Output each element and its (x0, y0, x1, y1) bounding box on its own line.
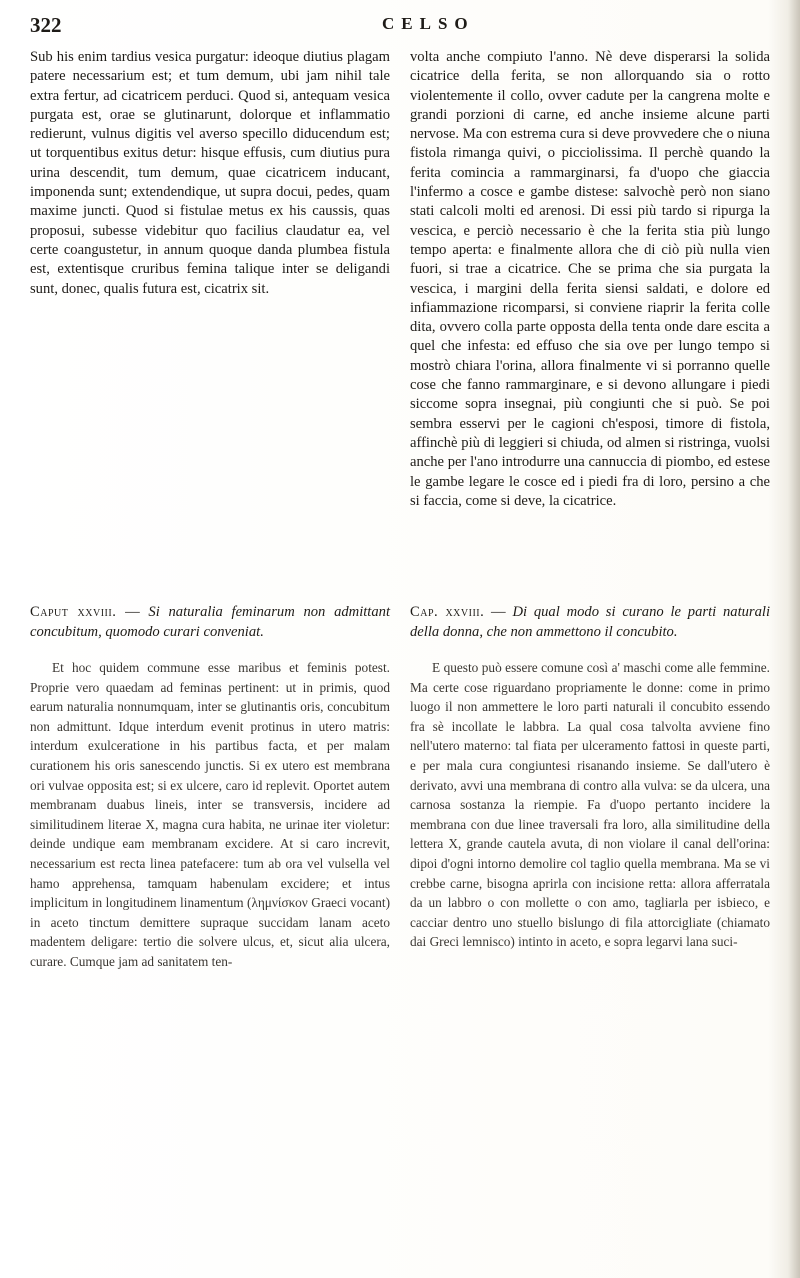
latin-column-bottom (30, 658, 390, 972)
italian-column-top (410, 48, 770, 511)
italian-chapter-number: Cap. xxviii. (410, 604, 485, 620)
latin-chapter-title: Si naturalia feminarum non admittant concubitum, quomodo curari conveniat. (30, 604, 391, 640)
latin-column-top (30, 48, 390, 299)
latin-paragraph-bottom: Et hoc quidem commune esse maribus et feminis potest. Proprie vero quaedam ad feminas pertinent: ut in primis, quod earum naturalia nonnumquam, inter se glutinantis oris, concubitum non admittunt. Idque interdum evenit protinus in utero matris: interdum exulceratione in his partibus facta, et per malam curationem his oris sanescendo junctis. Si ex utero est membrana ori vulvae opposita est; si ex ulcere, caro id replevit. Oportet autem membranam duabus lineis, inter se transversis, incidere ad similitudinem literae X, magna cura habita, ne urinae iter violetur: deinde undique eam membranam excidere. At si caro increvit, necessarium est recta linea patefacere: tum ab ora vel vulsella vel hamo apprehensa, tamquam habenulam excidere; et intus implicitum in longitudinem linamentum (λημνίσκον Graeci vocant) in aceto tinctum demittere supraque succidam lanam aceto madentem deligare: tertio die solvere ulcus, et, sicut alia ulcera, curare. Cumque jam ad sanitatem ten- (30, 660, 390, 969)
italian-column-bottom (410, 658, 770, 952)
page-header (30, 13, 770, 43)
latin-chapter-heading: Caput xxviii. — Si naturalia feminarum non admittant concubitum, quomodo curari conveniat. (30, 604, 391, 640)
italian-chapter-title: Di qual modo si curano le parti naturali della donna, che non ammettono il concubito. (410, 604, 771, 640)
page-spine-shadow (788, 0, 800, 1278)
italian-chapter-heading: Cap. xxviii. — Di qual modo si curano le parti naturali della donna, che non ammettono il concubito. (410, 604, 771, 640)
italian-paragraph-top: volta anche compiuto l'anno. Nè deve disperarsi la solida cicatrice della ferita, se non allorquando sia o rotto violentemente il collo, ovver cadute per la cangrena molte e grandi porzioni di carne, ed anche insieme alcune parti nervose. Ma con estrema cura si deve provvedere che o niuna fistola rimanga quivi, o picciolissima. Il perchè quando la ferita comincia a rammarginarsi, fa d'uopo che giaccia l'infermo a cosce e gambe distese: salvochè però non siano stati calcoli molti ed arenosi. Di essi più tardo si ripurga la vescica, e perciò necessario è che la ferita stia più lungo tempo aperta: e finalmente allora che di ciò più nulla vien fuori, si trae a cicatrice. Che se prima che sia purgata la vescica, i margini della ferita siensi saldati, e dolore ed infiammazione ricomparsi, si conviene riaprir la ferita colle dita, ovvero colla parte opposta della tenta onde dare escita a quel che infesta: ed effuso che sia ove per lungo tempo si mostrò chiara l'orina, allora finalmente vi si porranno quelle cose che fanno rammarginare, e si devono allungare i piedi siccome sopra insegnai, più congiunti che si può. Se poi sembra esservi per le cagioni ch'esposi, timore di fistola, affinchè più di leggieri si chiuda, od almen si ristringa, vuolsi anche per l'ano introdurre una cannuccia di piombo, ed estese le gambe legare le cosce ed i piedi fra di loro, persino a che si faccia, come si deve, la cicatrice. (410, 49, 770, 509)
italian-paragraph-bottom: E questo può essere comune così a' maschi come alle femmine. Ma certe cose riguardano propriamente le donne: come in primo luogo il non ammettere le loro parti naturali il concubito essendo fra sè incollate le labbra. La qual cosa talvolta avviene fino nell'utero materno: tal fiata per ulceramento fattosi in queste parti, e per mala cura congiuntesi risanando insieme. Se dall'utero è derivato, avvi una membrana di contro alla vulva: se da ulcera, una carnosa sostanza la riempie. Fa d'uopo pertanto incidere la membrana con due linee traversali fra loro, alla similitudine della lettera X, grande cautela avuta, di non violare il canal dell'orina: dipoi d'ogni intorno demolire col taglio quella membrana. Ma se vi crebbe carne, bisogna aprirla con incisione retta: allora afferratala da un labbro o con mollette o con amo, tagliarla per isbieco, e cacciar dentro uno stuello bislungo di fila attorcigliate (chiamato dai Greci lemnisco) intinto in aceto, e sopra legarvi lana suci- (410, 660, 770, 950)
page-number: 322 (30, 13, 62, 37)
running-head: CELSO (382, 14, 475, 33)
latin-chapter-number: Caput xxviii. (30, 604, 117, 620)
latin-paragraph-top: Sub his enim tardius vesica purgatur: ideoque diutius plagam patere necessarium est; et tum demum, ubi jam nihil tale extra fertur, ad cicatricem perduci. Quod si, antequam vesica purgata est, orae se glutinarunt, dolorque et inflammatio redierunt, vulnus digitis vel averso specillo diducendum est; ut torquentibus exitus detur: hisque effusis, cum diutius pura urina descendit, tum demum, quae cicatricem inducant, imponenda sunt; extendendique, ut supra docui, pedes, quam maxime juncti. Quod si fistulae metus ex his caussis, quas proposui, subesse videbitur quo facilius claudatur ea, vel certe coangustetur, in annum quoque danda plumbea fistula est, extentisque cruribus femina talique inter se deligandi sunt, donec, qualis futura est, cicatrix sit. (30, 49, 390, 297)
